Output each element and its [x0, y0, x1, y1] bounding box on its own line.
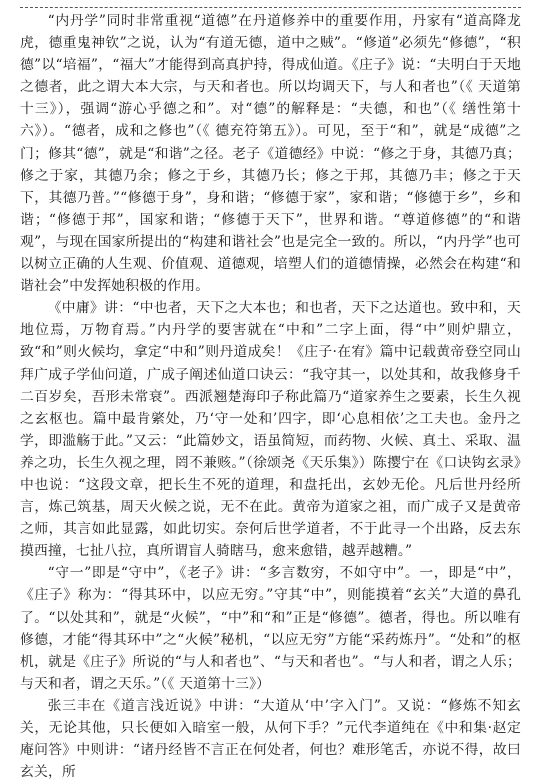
document-page [20, 10, 521, 783]
paragraph-1: “内丹学”同时非常重视“道德”在丹道修养中的重要作用，丹家有“道高降龙虎，德重鬼神钦”之说，认为“有道无德，道中之贼”。“修道”必须先“修德”，“积德”以“培福”，“福大”才能得到高真护持，得成仙道。《庄子》说：“夫明白于天地之德者，此之谓大本大宗，与天和者也。所以均调天下，与人和者也”（《 天道第十三》），强调“游心乎德之和”。对“德”的解释是：“夫德，和也”（《 缮性第十六》）。“德者，成和之修也”（《 德充符第五》）。可见，至于“和”，就是“成德”之门；修其“德”，就是“和谐”之径。老子《道德经》中说：“修之于身，其德乃真；修之于家，其德乃余；修之于乡，其德乃长；修之于邦，其德乃丰；修之于天下，其德乃普。”“修德于身”，身和谐；“修德于家”，家和谐；“修德于乡”，乡和谐；“修德于邦”，国家和谐；“修德于天下”，世界和谐。“尊道修德”的“和谐观”，与现在国家所提出的“构建和谐社会”也是完全一致的。所以，“内丹学”也可以树立正确的人生观、价值观、道德观，培塑人们的道德情操，必然会在构建“和谐社会”中发挥她积极的作用。 [20, 13, 521, 295]
paragraph-4: 张三丰在《道言浅近说》中讲：“大道从‘中’字入门”。又说：“修炼不知玄关，无论其他，只长便如入暗室一般，从何下手？”元代李道纯在《中和集·赵定庵问答》中则讲：“诸丹经皆不言正在何处者，何也？难形笔舌，亦说不得，故曰玄关，所 [20, 697, 521, 781]
paragraph-2: 《中庸》讲：“中也者，天下之大本也；和也者，天下之达道也。致中和，天地位焉，万物育焉。”内丹学的要害就在“中和”二字上面，得“中”则炉鼎立，致“和”则火候均，拿定“中和”则丹道成矣！《庄子·在宥》篇中记载黄帝登空同山拜广成子学仙问道，广成子阐述仙道口诀云：“我守其一，以处其和，故我修身千二百岁矣，吾形未常衰”。西派翘楚海印子称此篇乃“道家养生之要素，长生久视之玄枢也。篇中最肯綮处，乃‘守一处和’四字，即‘心息相依’之工夫也。金丹之学，即滥觞于此。”又云：“此篇妙文，语虽简短，而药物、火候、真土、采取、温养之功，长生久视之理，罔不兼赅。”（徐颂尧《天乐集》）陈撄宁在《口诀钩玄录》中也说：“这段文章，把长生不死的道理，和盘托出，玄妙无伦。凡后世丹经所言，炼己筑基，周天火候之说，无不在此。黄帝为道家之祖，而广成子又是黄帝之师，其言如此显露，如此切实。奈何后世学道者，不于此寻一个出路，反去东摸西撞，七扯八拉，真所谓盲人骑瞎马，愈来愈错，越弄越糟。” [20, 300, 521, 560]
paragraph-3: “守一”即是“守中”，《老子》讲：“多言数穷，不如守中”。一，即是“中”，《庄子》称为：“得其环中，以应无穷。”守其“中”，则能摸着“玄关”大道的鼻孔了。“以处其和”，就是“火候”，“中”和“和”正是“修德”。德者，得也。所以唯有修德，才能“得其环中”之“火候”秘机，“以应无穷”方能“采药炼丹”。“处和”的枢机，就是《庄子》所说的“与人和者也”、“与天和者也”。“与人和者，谓之人乐；与天和者，谓之天乐。”（《 天道第十三》） [20, 565, 521, 692]
top-divider [20, 7, 521, 8]
